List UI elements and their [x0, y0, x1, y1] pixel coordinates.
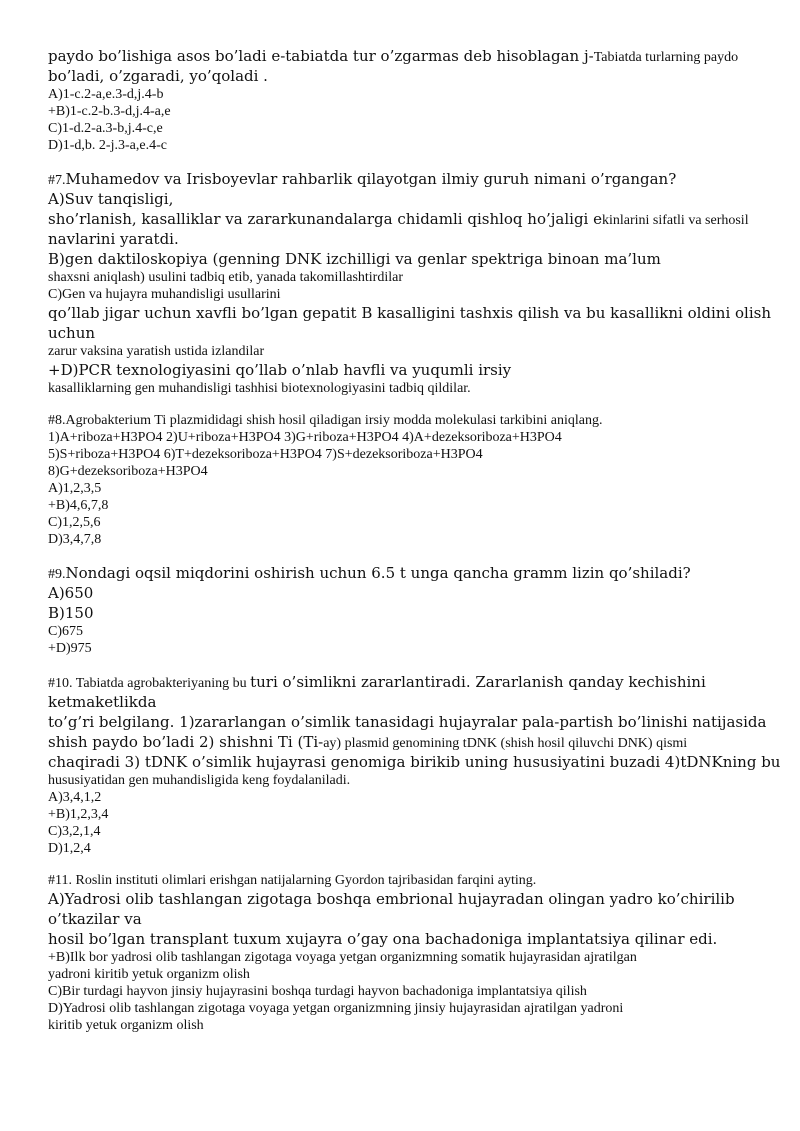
question-title: #9.Nondagi oqsil miqdorini oshirish uchun 6.5 t unga qancha gramm lizin qo’shiladi?	[48, 564, 691, 582]
document-page	[48, 46, 781, 1034]
option-d: D)Yadrosi olib tashlangan zigotaga voyaga yetgan organizmning jinsiy hujayrasidan ajratilgan yadroni	[48, 1001, 624, 1016]
question-8	[48, 412, 768, 548]
text-line: shaxsni aniqlash) usulini tadbiq etib, yanada takomillashtirdilar	[48, 270, 403, 285]
option-b: B)150	[48, 604, 94, 622]
text-line: bo’ladi, o’zgaradi, yo’qoladi .	[48, 67, 268, 85]
text-line: zarur vaksina yaratish ustida izlandilar	[48, 344, 265, 359]
question-6-tail	[48, 46, 768, 154]
option-a: A)650	[48, 584, 94, 602]
question-title: #7.Muhamedov va Irisboyevlar rahbarlik qilayotgan ilmiy guruh nimani o’rgangan?	[48, 170, 677, 188]
text-line: hususiyatidan gen muhandisligida keng foydalaniladi.	[48, 773, 351, 788]
text-line: o’tkazilar va	[48, 910, 142, 928]
text-line: chaqiradi 3) tDNK o’simlik hujayrasi genomiga birikib uning hususiyatini buzadi 4)tDNKning bu	[48, 753, 781, 771]
option-a: A)1-c.2-a,e.3-d,j.4-b	[48, 87, 164, 102]
option-a: A)Suv tanqisligi,	[48, 190, 174, 208]
text-line: navlarini yaratdi.	[48, 230, 179, 248]
text-line: yadroni kiritib yetuk organizm olish	[48, 967, 250, 982]
option-c: C)1,2,5,6	[48, 515, 101, 530]
text-line: hosil bo’lgan transplant tuxum xujayra o’gay ona bachadoniga implantatsiya qilinar edi.	[48, 930, 718, 948]
option-d: D)1,2,4	[48, 841, 91, 856]
text-line: uchun	[48, 324, 96, 342]
question-title: #10. Tabiatda agrobakteriyaning bu turi o’simlikni zararlantiradi. Zararlanish qanday kechishini	[48, 673, 706, 691]
text-line: sho’rlanish, kasalliklar va zararkunandalarga chidamli qishloq ho’jaligi ekinlarini sifatli va serhosil	[48, 210, 749, 228]
text-line: shish paydo bo’ladi 2) shishni Ti (Ti-ay) plasmid genomining tDNK (shish hosil qiluvchi DNK) qismi	[48, 733, 688, 751]
option-c: C)1-d.2-a.3-b,j.4-c,e	[48, 121, 163, 136]
option-b-correct: +B)4,6,7,8	[48, 498, 109, 513]
option-a: A)3,4,1,2	[48, 790, 102, 805]
option-c: C)675	[48, 624, 83, 639]
text-line: 8)G+dezeksoriboza+H3PO4	[48, 464, 208, 479]
question-title: #11. Roslin instituti olimlari erishgan natijalarning Gyordon tajribasidan farqini ayting.	[48, 873, 537, 888]
text-line: to’g’ri belgilang. 1)zararlangan o’simlik tanasidagi hujayralar pala-partish bo’linishi natijasida	[48, 713, 767, 731]
option-b: B)gen daktiloskopiya (genning DNK izchilligi va genlar spektriga binoan ma’lum	[48, 250, 661, 268]
text-line: 5)S+riboza+H3PO4 6)T+dezeksoriboza+H3PO4 7)S+dezeksoriboza+H3PO4	[48, 447, 483, 462]
question-7	[48, 169, 772, 397]
option-b-correct: +B)1,2,3,4	[48, 807, 109, 822]
option-b-correct: +B)1-c.2-b.3-d,j.4-a,e	[48, 104, 171, 119]
text-line: 1)A+riboza+H3PO4 2)U+riboza+H3PO4 3)G+riboza+H3PO4 4)A+dezeksoriboza+H3PO4	[48, 430, 562, 445]
text-line: ketmaketlikda	[48, 693, 157, 711]
option-c: C)Bir turdagi hayvon jinsiy hujayrasini boshqa turdagi hayvon bachadoniga implantatsiya qilish	[48, 984, 587, 999]
option-a: A)1,2,3,5	[48, 481, 102, 496]
question-9	[48, 563, 768, 657]
question-10	[48, 672, 781, 857]
text-line: kiritib yetuk organizm olish	[48, 1018, 204, 1033]
text-line: kasalliklarning gen muhandisligi tashhisi biotexnologiyasini tadbiq qildilar.	[48, 381, 471, 396]
option-a: A)Yadrosi olib tashlangan zigotaga boshqa embrional hujayradan olingan yadro ko’chirilib	[48, 890, 735, 908]
option-d: D)3,4,7,8	[48, 532, 102, 547]
text-line: qo’llab jigar uchun xavfli bo’lgan gepatit B kasalligini tashxis qilish va bu kasallikni oldini olish	[48, 304, 772, 322]
text-line: paydo bo’lishiga asos bo’ladi e-tabiatda tur o’zgarmas deb hisoblagan j-Tabiatda turlarning paydo	[48, 47, 739, 65]
option-d-correct: +D)975	[48, 641, 92, 656]
option-b-correct: +B)Ilk bor yadrosi olib tashlangan zigotaga voyaga yetgan organizmning somatik hujayrasidan ajratilgan	[48, 950, 637, 965]
option-c: C)Gen va hujayra muhandisligi usullarini	[48, 287, 281, 302]
question-11	[48, 872, 768, 1034]
option-c: C)3,2,1,4	[48, 824, 101, 839]
option-d: D)1-d,b. 2-j.3-a,e.4-c	[48, 138, 167, 153]
option-d-correct: +D)PCR texnologiyasini qo’llab o’nlab havfli va yuqumli irsiy	[48, 361, 512, 379]
question-title: #8.Agrobakterium Ti plazmididagi shish hosil qiladigan irsiy modda molekulasi tarkibini aniqlang.	[48, 413, 603, 428]
